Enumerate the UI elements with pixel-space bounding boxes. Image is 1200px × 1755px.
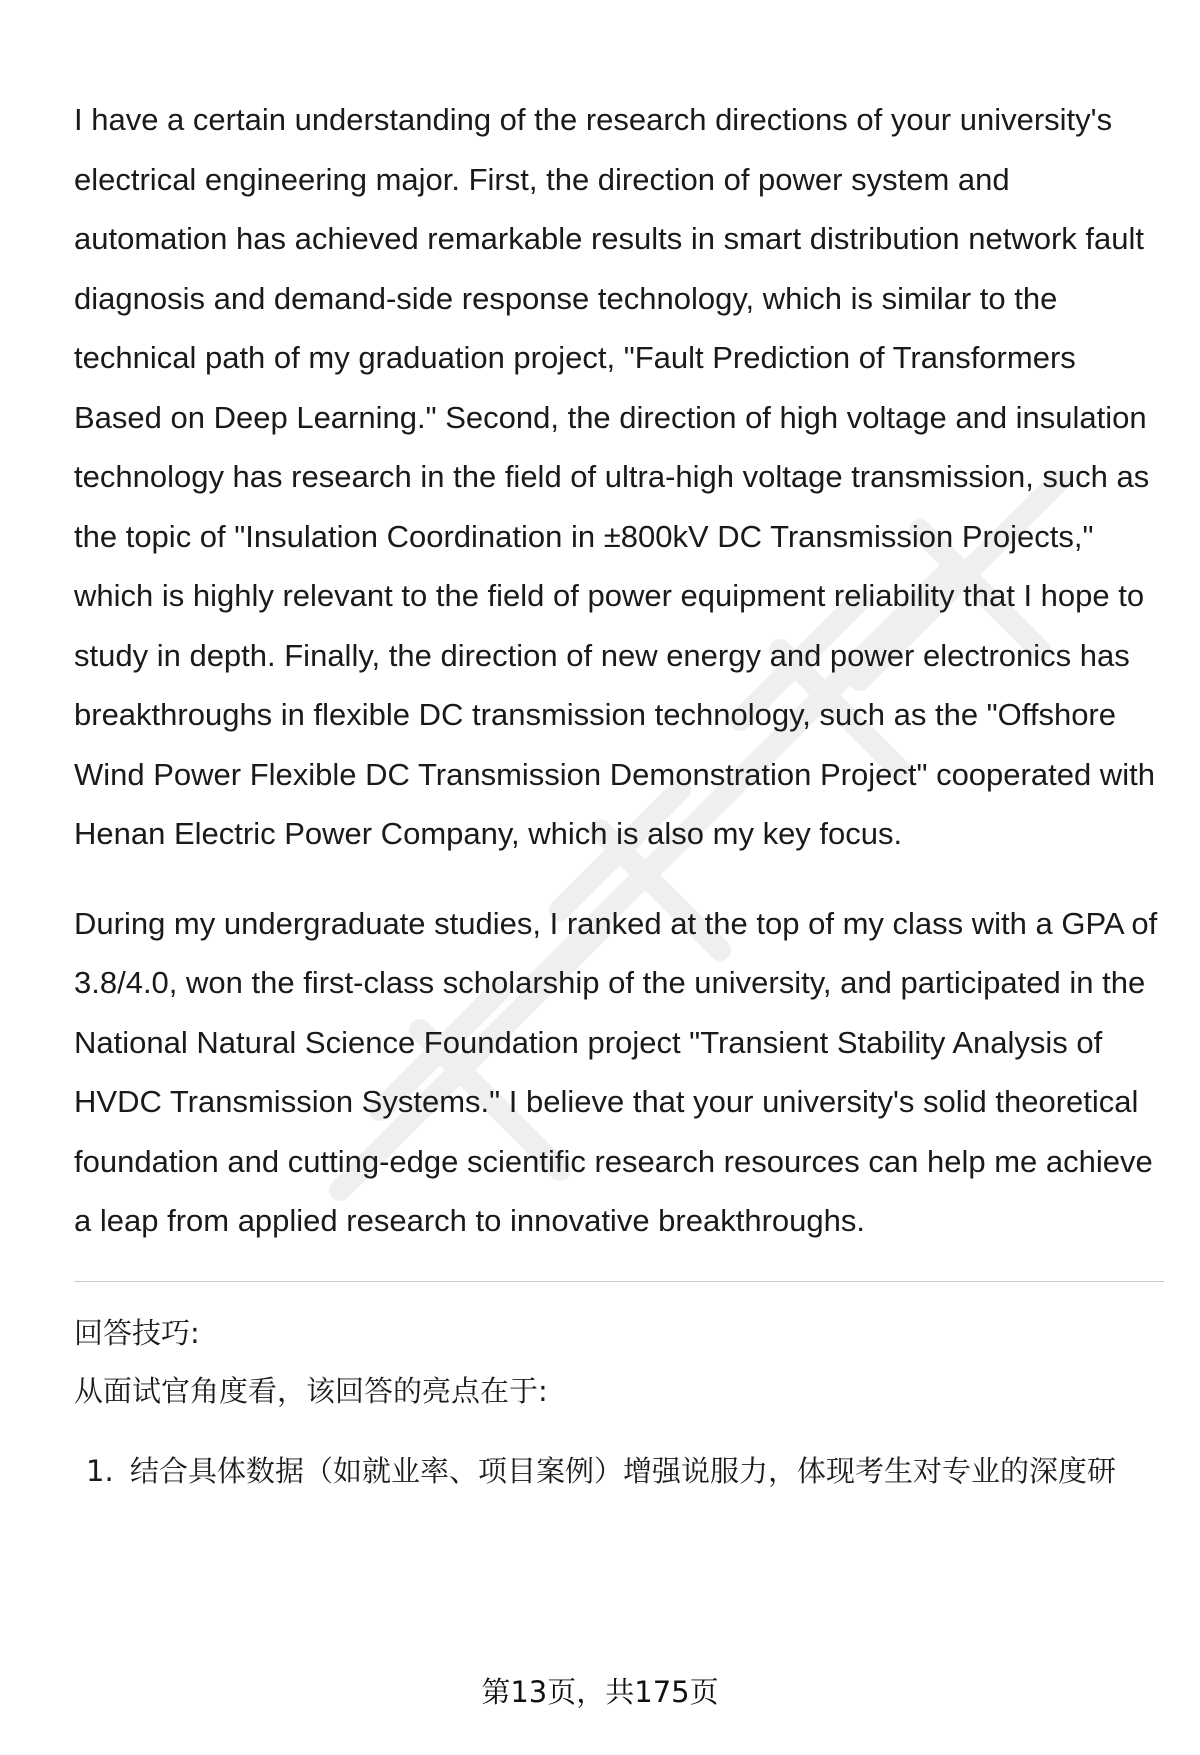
tips-heading: 回答技巧: [74,1315,200,1350]
document-page [74,90,1164,1500]
list-item [74,1442,1164,1500]
section-divider [74,1281,1164,1282]
list-item-number: 1. [86,1453,114,1488]
tips-intro: 从面试官角度看，该回答的亮点在于: [74,1373,548,1408]
paragraph-undergraduate-studies: During my undergraduate studies, I ranked at the top of my class with a GPA of 3.8/4.0, won the first-class scholarship of the university, and participated in the National Natural Science Foundation project "Transient Stability Analysis of HVDC Transmission Systems." I believe that your university's solid theoretical foundation and cutting-edge scientific research resources can help me achieve a leap from applied research to innovative breakthroughs. [74,905,1158,1238]
list-item-text: 结合具体数据（如就业率、项目案例）增强说服力，体现考生对专业的深度研 [130,1453,1117,1488]
paragraph-research-directions: I have a certain understanding of the research directions of your university's electrical engineering major. First, the direction of power system and automation has achieved remarkable results in smart distribution network fault diagnosis and demand-side response technology, which is similar to the technical path of my graduation project, "Fault Prediction of Transformers Based on Deep Learning." Second, the direction of high voltage and insulation technology has research in the field of ultra-high voltage transmission, such as the topic of "Insulation Coordination in ±800kV DC Transmission Projects," which is highly relevant to the field of power equipment reliability that I hope to study in depth. Finally, the direction of new energy and power electronics has breakthroughs in flexible DC transmission technology, such as the "Offshore Wind Power Flexible DC Transmission Demonstration Project" cooperated with Henan Electric Power Company, which is also my key focus. [74,102,1155,851]
page-number: 第13页，共175页 [481,1675,719,1709]
